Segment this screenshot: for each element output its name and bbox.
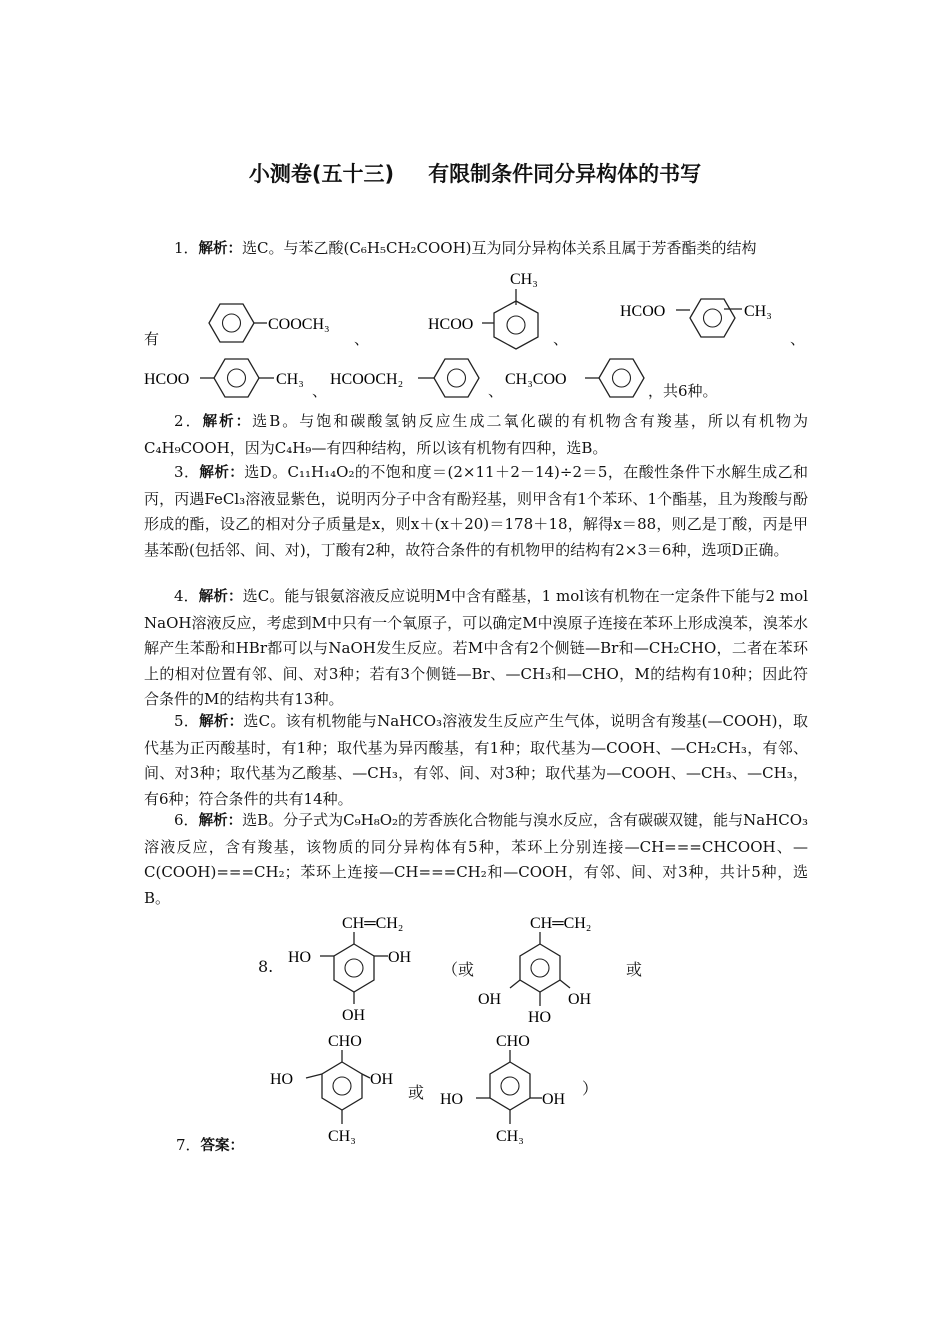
title-sub: 有限制条件同分异构体的书写 (428, 162, 702, 186)
q8-close: ） (582, 1079, 599, 1098)
q7-tag: 答案： (200, 1138, 245, 1154)
q5-text: 选C。该有机物能与NaHCO₃溶液发生反应产生气体，说明含有羧基(—COOH)，取代基为正丙酸基时，有1种；取代基为异丙酸基，有1种；取代基为—COOH、—CH₂CH₃，有邻、间、对3种；取代基为乙酸基、—CH₃，有邻、间、对3种；取代基为—COOH、—CH₃、—CH₃，有6种；符合条件的共有14种。 (144, 712, 808, 808)
q6-number: 6． (174, 811, 199, 829)
s8d-oh: OH (542, 1091, 566, 1108)
sep-1: 、 (354, 330, 370, 348)
q1-tag: 解析： (198, 241, 243, 257)
s8a-vinyl: CH═CH₂ (342, 915, 404, 932)
q3-paragraph (144, 460, 808, 563)
q4-tag: 解析： (198, 589, 243, 605)
structure-8b (474, 908, 604, 1028)
title-main: 小测卷(五十三) (248, 162, 395, 186)
structure-8a (286, 908, 436, 1024)
q4-text: 选C。能与银氨溶液反应说明M中含有醛基，1 mol该有机物在一定条件下能与2 mol NaOH溶液反应，考虑到M中只有一个氧原子，可以确定M中溴原子连接在苯环上形成溴苯，溴苯水解产生苯酚和HBr都可以与NaOH发生反应。若M中含有2个侧链—Br和—CH₂CHO，二者在苯环上的相对位置有邻、间、对3种；若有3个侧链—Br、—CH₃和—CHO，M的结构有10种；因此符合条件的M的结构共有13种。 (144, 587, 808, 708)
q1-you: 有 (144, 330, 160, 348)
s8d-ho: HO (440, 1091, 464, 1108)
structure-benzyl-formate (330, 357, 490, 401)
q1-text: 选C。与苯乙酸(C₆H₅CH₂COOH)互为同分异构体关系且属于芳香酯类的结构 (242, 239, 757, 257)
q3-number: 3． (174, 463, 200, 481)
s8a-ho: HO (288, 949, 312, 966)
s8b-ho-bottom: HO (528, 1009, 552, 1026)
sep-3: 、 (790, 330, 806, 348)
s3-right: CH₃ (744, 303, 772, 320)
s8b-oh-right: OH (568, 991, 592, 1008)
page-title (0, 158, 950, 188)
q7-line (176, 1134, 244, 1155)
q7-number: 7． (176, 1136, 201, 1154)
sep-4: 、 (312, 382, 328, 400)
s1-label: COOCH₃ (268, 316, 330, 333)
sep-5: 、 (488, 382, 504, 400)
q6-text: 选B。分子式为C₉H₈O₂的芳香族化合物能与溴水反应，含有碳碳双键，能与NaHCO₃溶液反应，含有羧基，该物质的同分异构体有5种，苯环上分别连接—CH===CHCOOH、—C(COOH)===CH₂；苯环上连接—CH===CH₂和—COOH，有邻、间、对3种，共计5种，选B。 (144, 811, 809, 907)
s8a-oh-bottom: OH (342, 1007, 366, 1024)
q1-first-line (144, 236, 808, 263)
q1-total: ，共6种。 (648, 382, 718, 400)
s8c-oh: OH (370, 1071, 394, 1088)
q6-tag: 解析： (198, 813, 243, 829)
q5-tag: 解析： (199, 714, 244, 730)
q2-text: 选B。与饱和碳酸氢钠反应生成二氧化碳的有机物含有羧基，所以有机物为C₄H₉COOH，因为C₄H₉—有四种结构，所以该有机物有四种，选B。 (144, 412, 808, 457)
q1-number: 1． (174, 239, 199, 257)
structure-8d (438, 1028, 578, 1148)
s8a-oh-right: OH (388, 949, 412, 966)
s4-right: CH₃ (276, 371, 304, 388)
structure-phenyl-acetate (505, 357, 650, 401)
s8c-ch3: CH₃ (328, 1128, 356, 1145)
s8d-ch3: CH₃ (496, 1128, 524, 1145)
s2-top: CH₃ (510, 271, 538, 288)
q8-open: （或 (442, 960, 475, 979)
s3-left: HCOO (620, 303, 666, 320)
structure-meta-methylphenyl-formate (620, 290, 790, 346)
q8-or-1: 或 (626, 960, 643, 979)
structure-para-methylphenyl-formate (144, 357, 314, 401)
structure-ortho-methylphenyl-formate (428, 264, 558, 352)
q2-number: 2． (174, 412, 203, 430)
q2-tag: 解析： (202, 414, 253, 430)
q8-or-2: 或 (408, 1083, 425, 1102)
s2-left: HCOO (428, 316, 474, 333)
q6-paragraph (144, 808, 808, 911)
structure-8c (270, 1028, 410, 1148)
q3-text: 选D。C₁₁H₁₄O₂的不饱和度＝(2×11＋2－14)÷2＝5，在酸性条件下水解生成乙和丙，丙遇FeCl₃溶液显紫色，说明丙分子中含有酚羟基，则甲含有1个苯环、1个酯基，且为羧酸与酚形成的酯，设乙的相对分子质量是x，则x＋(x＋20)＝178＋18，解得x＝88，则乙是丁酸，丙是甲基苯酚(包括邻、间、对)，丁酸有2种，故符合条件的有机物甲的结构有2×3＝6种，选项D正确。 (144, 463, 809, 559)
s8d-cho: CHO (496, 1033, 530, 1050)
q8-number: 8. (258, 957, 274, 976)
s8b-vinyl: CH═CH₂ (530, 915, 592, 932)
s6-left: CH₃COO (505, 371, 567, 388)
q5-number: 5． (174, 712, 200, 730)
s8c-cho: CHO (328, 1033, 362, 1050)
s8c-ho: HO (270, 1071, 294, 1088)
q3-tag: 解析： (199, 465, 245, 481)
q5-paragraph (144, 709, 808, 812)
sep-2: 、 (553, 330, 569, 348)
structure-methyl-benzoate (205, 294, 350, 350)
q2-paragraph (144, 409, 808, 461)
s8b-oh-left: OH (478, 991, 502, 1008)
q4-number: 4． (174, 587, 199, 605)
q4-paragraph (144, 584, 808, 713)
s5-left: HCOOCH₂ (330, 371, 404, 388)
s4-left: HCOO (144, 371, 190, 388)
